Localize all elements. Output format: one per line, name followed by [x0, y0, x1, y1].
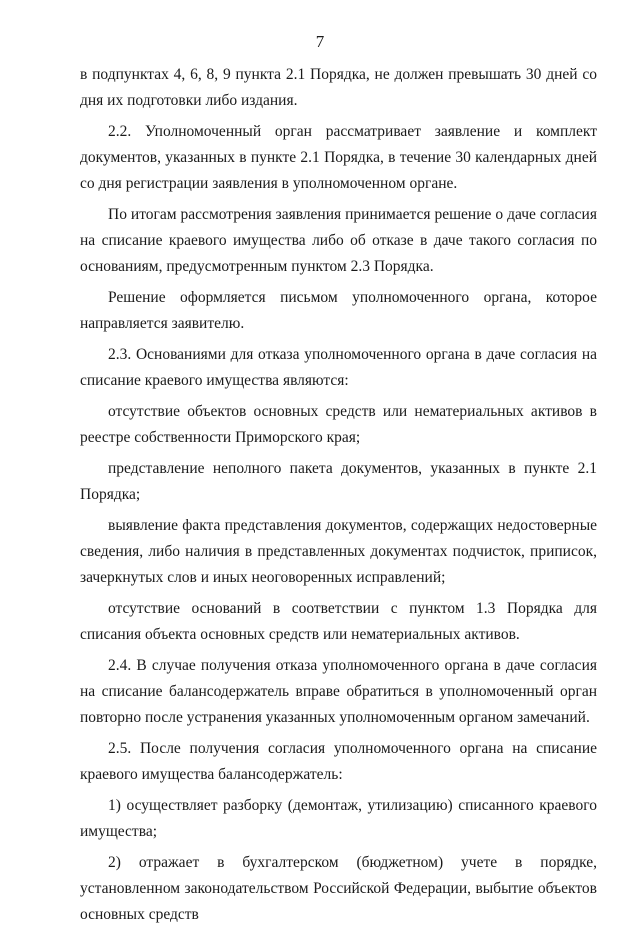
paragraph-2-5-item-2: 2) отражает в бухгалтерском (бюджетном) учете в порядке, установленном законодательством Российской Федерации, выбытие объектов основных средств — [80, 854, 597, 923]
paragraph-reason-4: отсутствие оснований в соответствии с пунктом 1.3 Порядка для списания объекта основных средств или нематериальных активов. — [80, 600, 597, 643]
paragraph-decision-basis: По итогам рассмотрения заявления принимается решение о даче согласия на списание краевого имущества либо об отказе в даче такого согласия по основаниям, предусмотренным пунктом 2.3 Порядка. — [80, 206, 597, 275]
paragraph-2-5-item-1: 1) осуществляет разборку (демонтаж, утилизацию) списанного краевого имущества; — [80, 797, 597, 840]
document-body — [80, 62, 597, 933]
paragraph-continuation: в подпунктах 4, 6, 8, 9 пункта 2.1 Порядка, не должен превышать 30 дней со дня их подготовки либо издания. — [80, 66, 597, 109]
paragraph-decision-letter: Решение оформляется письмом уполномоченного органа, которое направляется заявителю. — [80, 289, 597, 332]
paragraph-reason-2: представление неполного пакета документов, указанных в пункте 2.1 Порядка; — [80, 460, 597, 503]
paragraph-2-4: 2.4. В случае получения отказа уполномоченного органа в даче согласия на списание балансодержатель вправе обратиться в уполномоченный орган повторно после устранения указанных уполномоченным органом замечаний. — [80, 657, 597, 726]
paragraph-reason-1: отсутствие объектов основных средств или нематериальных активов в реестре собственности Приморского края; — [80, 403, 597, 446]
paragraph-2-3: 2.3. Основаниями для отказа уполномоченного органа в даче согласия на списание краевого имущества являются: — [80, 346, 597, 389]
paragraph-2-2: 2.2. Уполномоченный орган рассматривает заявление и комплект документов, указанных в пункте 2.1 Порядка, в течение 30 календарных дней со дня регистрации заявления в уполномоченном органе. — [80, 123, 597, 192]
paragraph-2-5: 2.5. После получения согласия уполномоченного органа на списание краевого имущества балансодержатель: — [80, 740, 597, 783]
paragraph-reason-3: выявление факта представления документов, содержащих недостоверные сведения, либо наличия в представленных документах подчисток, приписок, зачеркнутых слов и иных неоговоренных исправлений; — [80, 517, 597, 586]
page-number: 7 — [315, 32, 325, 51]
